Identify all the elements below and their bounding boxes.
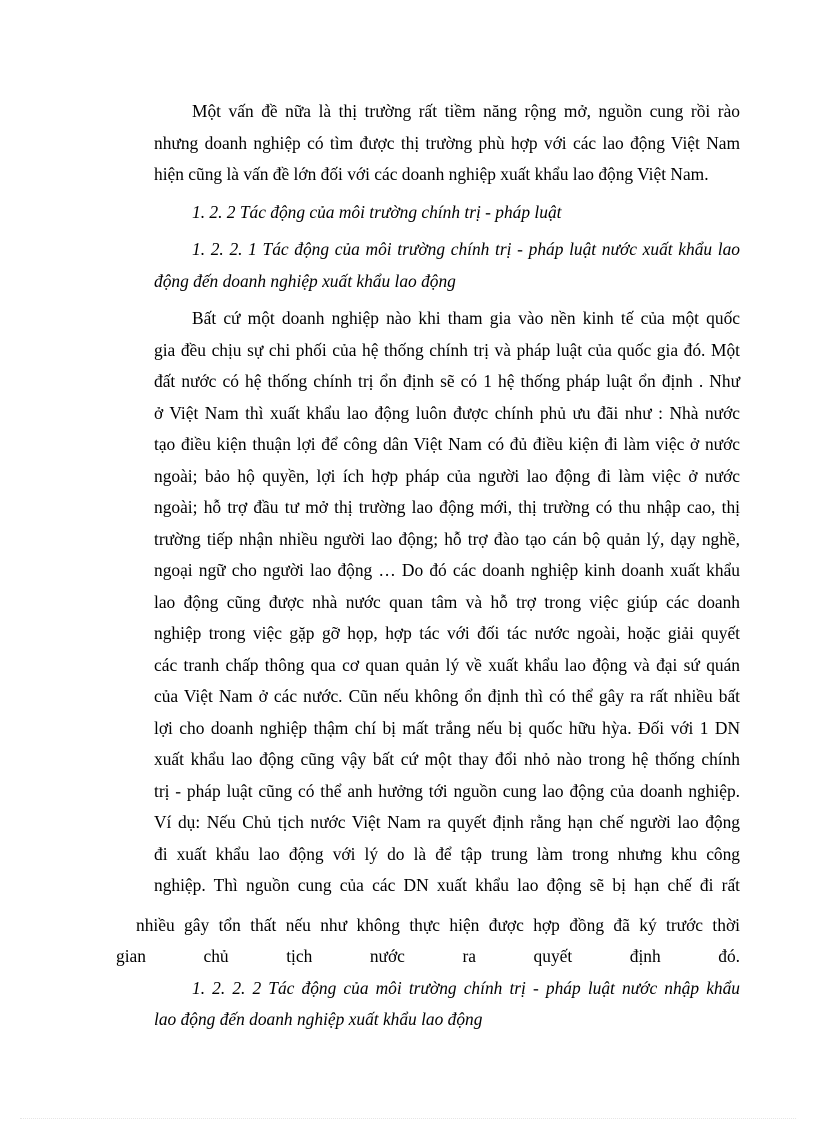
text-line: tạo điều kiện thuận lợi để công dân Việt Nam có đủ điều kiện đi làm việc ở nước — [154, 434, 740, 454]
text-line: hiện cũng là vấn đề lớn đối với các doanh nghiệp xuất khẩu lao động Việt Nam. — [154, 164, 709, 184]
text-line: nhiều gây tổn thất nếu như không thực hiện được hợp đồng đã ký trước thời — [136, 914, 740, 935]
text-line: trị - pháp luật cũng có thể anh hưởng tới nguồn cung lao động của doanh nghiệp. — [154, 780, 740, 801]
text-line: ngoại ngữ cho người lao động … Do đó các doanh nghiệp kinh doanh xuất khẩu — [154, 560, 740, 580]
paragraph-market-issue — [116, 96, 740, 191]
heading-line: 1. 2. 2. 2 Tác động của môi trường chính trị - pháp luật nước nhập khẩu — [192, 977, 740, 998]
section-heading-1-2-2-2 — [116, 973, 740, 1036]
text-line: gian chủ tịch nước ra quyết định đó. — [116, 946, 740, 966]
text-line: của Việt Nam ở các nước. Cũn nếu không ổn định thì có thể gây ra rất nhiều bất — [154, 686, 740, 706]
text-line: Ví dụ: Nếu Chủ tịch nước Việt Nam ra quyết định rằng hạn chế người lao động — [154, 812, 740, 832]
heading-line: lao động đến doanh nghiệp xuất khẩu lao động — [154, 1009, 483, 1029]
paragraph-continuation — [116, 910, 740, 973]
text-line: trường tiếp nhận nhiều người lao động; hỗ trợ đào tạo cán bộ quản lý, dạy nghề, — [154, 528, 740, 549]
text-line: ngoài; hỗ trợ đầu tư mở thị trường lao động mới, thị trường có thu nhập cao, thị — [154, 497, 740, 517]
page-bottom-rule — [20, 1118, 796, 1119]
text-line: lao động cũng được nhà nước quan tâm và hỗ trợ trong việc giúp các doanh — [154, 591, 740, 612]
text-line: Một vấn đề nữa là thị trường rất tiềm năng rộng mở, nguồn cung rồi rào — [192, 101, 740, 121]
text-line: Bất cứ một doanh nghiệp nào khi tham gia vào nền kinh tế của một quốc — [192, 308, 740, 328]
text-line: nghiệp trong việc gặp gỡ họp, hợp tác với đối tác nước ngoài, hoặc giải quyết — [154, 623, 740, 643]
text-line: nghiệp. Thì nguồn cung của các DN xuất khẩu lao động sẽ bị hạn chế đi rất — [154, 875, 740, 895]
text-line: lợi cho doanh nghiệp thậm chí bị mất trắng nếu bị quốc hữu hỳa. Đối với 1 DN — [154, 717, 740, 738]
text-line: xuất khẩu lao động cũng vậy bất cứ một thay đổi nhỏ nào trong hệ thống chính — [154, 749, 740, 769]
section-heading-1-2-2 — [116, 197, 740, 229]
text-line: gia đều chịu sự chi phối của hệ thống chính trị và pháp luật của quốc gia đó. Một — [154, 339, 740, 360]
document-body — [116, 96, 740, 1042]
text-line: nhưng doanh nghiệp có tìm được thị trường phù hợp với các lao động Việt Nam — [154, 132, 740, 153]
text-line: đi xuất khẩu lao động với lý do là để tập trung làm trong nhưng khu công — [154, 843, 740, 864]
paragraph-political-legal — [116, 303, 740, 902]
heading-line: động đến doanh nghiệp xuất khẩu lao động — [154, 270, 456, 291]
section-heading-1-2-2-1 — [116, 234, 740, 297]
text-line: ở Việt Nam thì xuất khẩu lao động luôn được chính phủ ưu đãi như : Nhà nước — [154, 402, 740, 423]
heading-line: 1. 2. 2 Tác động của môi trường chính trị - pháp luật — [192, 201, 562, 222]
text-line: ngoài; bảo hộ quyền, lợi ích hợp pháp của người lao động đi làm việc ở nước — [154, 465, 740, 486]
text-line: các tranh chấp thông qua cơ quan quản lý về xuất khẩu lao động và đại sứ quán — [154, 654, 740, 675]
text-line: đất nước có hệ thống chính trị ổn định sẽ có 1 hệ thống pháp luật ổn định . Như — [154, 371, 740, 391]
heading-line: 1. 2. 2. 1 Tác động của môi trường chính trị - pháp luật nước xuất khẩu lao — [192, 239, 740, 259]
